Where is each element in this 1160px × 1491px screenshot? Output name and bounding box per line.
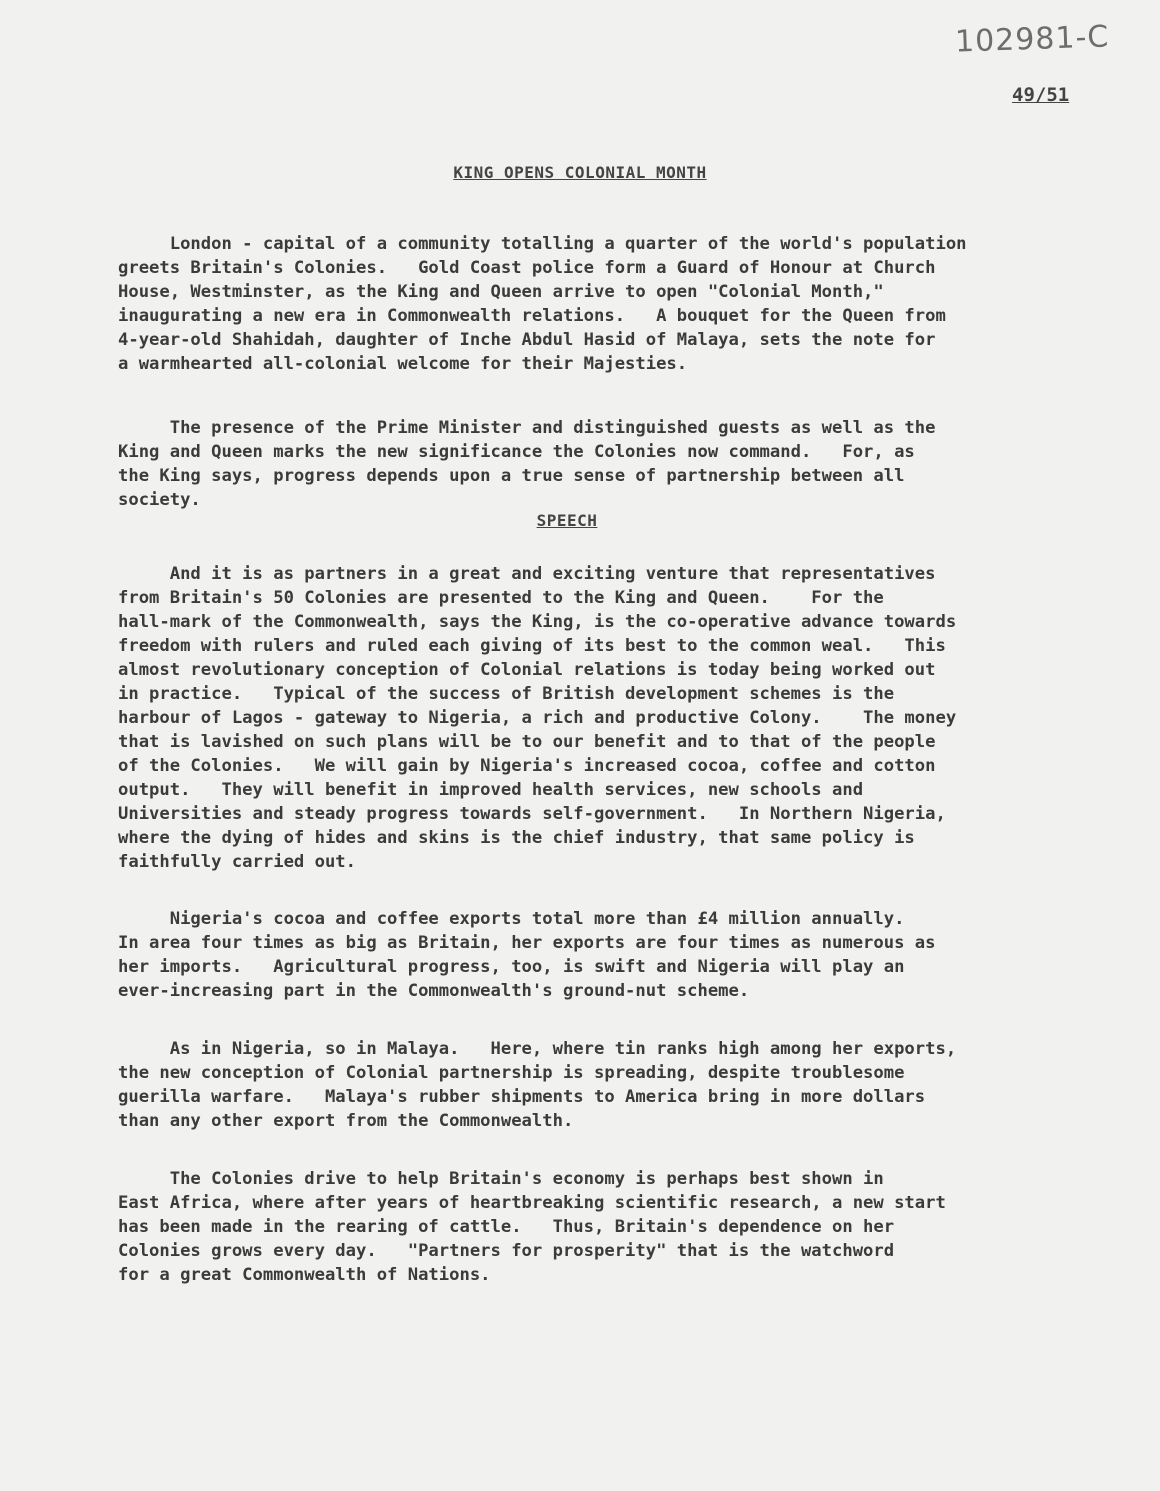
- text-line: in practice. Typical of the success of British development schemes is the: [118, 684, 895, 704]
- text-line: greets Britain's Colonies. Gold Coast police form a Guard of Honour at Church: [118, 258, 936, 278]
- text-line: the new conception of Colonial partnership is spreading, despite troublesome: [118, 1063, 905, 1083]
- text-line: freedom with rulers and ruled each giving of its best to the common weal. This: [118, 636, 946, 656]
- text-line: In area four times as big as Britain, her exports are four times as numerous as: [118, 933, 936, 953]
- document-title: KING OPENS COLONIAL MONTH: [453, 163, 707, 182]
- text-line: The presence of the Prime Minister and distinguished guests as well as the: [118, 418, 936, 438]
- text-line: East Africa, where after years of heartbreaking scientific research, a new start: [118, 1193, 946, 1213]
- text-line: her imports. Agricultural progress, too, is swift and Nigeria will play an: [118, 957, 905, 977]
- document-number: 49/51: [1012, 84, 1070, 106]
- text-line: society.: [118, 490, 201, 510]
- paragraph-4: [118, 907, 935, 1003]
- text-line: The Colonies drive to help Britain's economy is perhaps best shown in: [118, 1169, 884, 1189]
- text-line: House, Westminster, as the King and Queen arrive to open "Colonial Month,": [118, 282, 884, 302]
- text-line: King and Queen marks the new significance the Colonies now command. For, as: [118, 442, 915, 462]
- paragraph-3: [118, 562, 956, 874]
- text-line: And it is as partners in a great and exciting venture that representatives: [118, 564, 936, 584]
- text-line: Universities and steady progress towards self-government. In Northern Nigeria,: [118, 804, 946, 824]
- text-line: As in Nigeria, so in Malaya. Here, where tin ranks high among her exports,: [118, 1039, 957, 1059]
- text-line: 4-year-old Shahidah, daughter of Inche Abdul Hasid of Malaya, sets the note for: [118, 330, 936, 350]
- text-line: ever-increasing part in the Commonwealth's ground-nut scheme.: [118, 981, 750, 1001]
- text-line: harbour of Lagos - gateway to Nigeria, a rich and productive Colony. The money: [118, 708, 957, 728]
- text-line: almost revolutionary conception of Colonial relations is today being worked out: [118, 660, 936, 680]
- text-line: than any other export from the Commonwealth.: [118, 1111, 574, 1131]
- text-line: faithfully carried out.: [118, 852, 356, 872]
- text-line: output. They will benefit in improved health services, new schools and: [118, 780, 864, 800]
- text-line: Colonies grows every day. "Partners for prosperity" that is the watchword: [118, 1241, 895, 1261]
- paragraph-6: [118, 1167, 946, 1287]
- paragraph-2: [118, 416, 935, 512]
- text-line: that is lavished on such plans will be to our benefit and to that of the people: [118, 732, 936, 752]
- text-line: hall-mark of the Commonwealth, says the King, is the co-operative advance towards: [118, 612, 957, 632]
- paragraph-5: [118, 1037, 956, 1133]
- text-line: guerilla warfare. Malaya's rubber shipments to America bring in more dollars: [118, 1087, 926, 1107]
- text-line: the King says, progress depends upon a true sense of partnership between all: [118, 466, 905, 486]
- text-line: for a great Commonwealth of Nations.: [118, 1265, 491, 1285]
- text-line: London - capital of a community totalling a quarter of the world's population: [118, 234, 967, 254]
- text-line: inaugurating a new era in Commonwealth relations. A bouquet for the Queen from: [118, 306, 946, 326]
- text-line: has been made in the rearing of cattle. Thus, Britain's dependence on her: [118, 1217, 895, 1237]
- text-line: Nigeria's cocoa and coffee exports total more than £4 million annually.: [118, 909, 905, 929]
- text-line: a warmhearted all-colonial welcome for their Majesties.: [118, 354, 688, 374]
- handwritten-reference: 102981-C: [954, 19, 1110, 60]
- text-line: of the Colonies. We will gain by Nigeria's increased cocoa, coffee and cotton: [118, 756, 936, 776]
- section-heading-speech: SPEECH: [536, 511, 598, 530]
- text-line: from Britain's 50 Colonies are presented to the King and Queen. For the: [118, 588, 884, 608]
- paragraph-1: [118, 232, 967, 376]
- text-line: where the dying of hides and skins is the chief industry, that same policy is: [118, 828, 915, 848]
